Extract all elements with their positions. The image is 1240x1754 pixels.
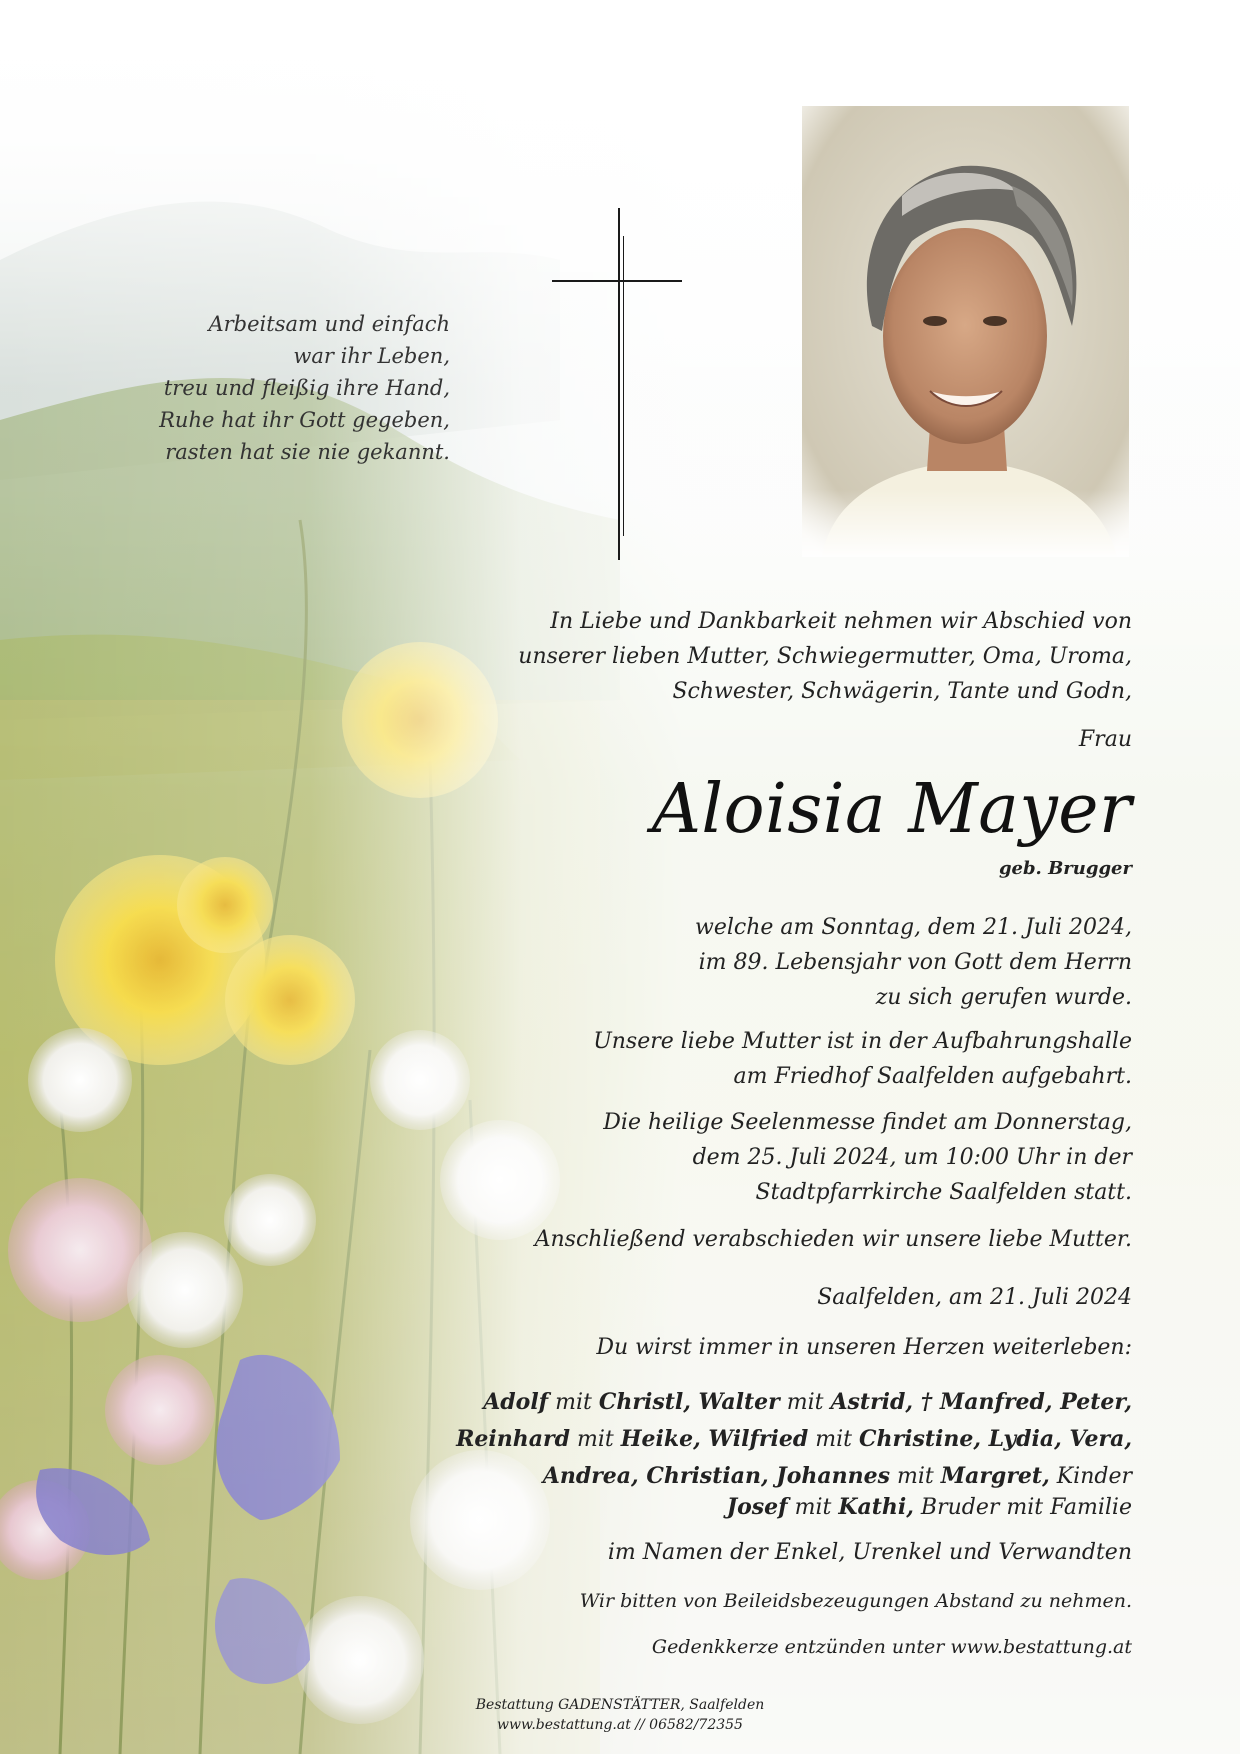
- family-names: Christine, Lydia, Vera,: [858, 1426, 1132, 1452]
- family-connector: mit: [890, 1464, 941, 1489]
- family-names: Andrea, Christian, Johannes: [542, 1463, 890, 1489]
- mass-line: dem 25. Juli 2024, um 10:00 Uhr in der: [692, 1145, 1132, 1170]
- family-connector: mit: [808, 1427, 859, 1452]
- cross-vertical-bar: [618, 208, 620, 560]
- family-role: Kinder: [1049, 1464, 1132, 1489]
- poem-line: treu und fleißig ihre Hand,: [163, 376, 450, 400]
- cross-horizontal-bar: [552, 280, 682, 282]
- intro-line: Schwester, Schwägerin, Tante und Godn,: [672, 679, 1132, 704]
- maiden-name: geb. Brugger: [998, 858, 1132, 879]
- viewing-line: Unsere liebe Mutter ist in der Aufbahrungshalle: [593, 1029, 1132, 1054]
- family-line: [432, 1384, 1132, 1421]
- portrait-photo: [802, 106, 1129, 557]
- family-names: Kathi,: [838, 1494, 914, 1520]
- intro-line: In Liebe und Dankbarkeit nehmen wir Abschied von: [550, 609, 1132, 634]
- death-notice: [695, 910, 1132, 1015]
- viewing-line: am Friedhof Saalfelden aufgebahrt.: [733, 1064, 1132, 1089]
- family-connector: mit: [779, 1390, 831, 1415]
- poem-line: rasten hat sie nie gekannt.: [165, 440, 450, 464]
- death-line: zu sich gerufen wurde.: [875, 985, 1132, 1010]
- family-names: Christl, Walter: [598, 1389, 780, 1415]
- family-names: Josef: [726, 1494, 788, 1520]
- farewell-notice: Anschließend verabschieden wir unsere liebe Mutter.: [534, 1227, 1132, 1252]
- family-list: [432, 1384, 1132, 1495]
- family-connector: mit: [548, 1390, 599, 1415]
- family-role: Bruder mit Familie: [913, 1495, 1132, 1520]
- salutation: Frau: [1078, 727, 1132, 752]
- poem-line: Arbeitsam und einfach: [208, 312, 450, 336]
- family-names: Reinhard: [456, 1426, 570, 1452]
- death-line: welche am Sonntag, dem 21. Juli 2024,: [694, 915, 1132, 940]
- mass-notice: [603, 1105, 1132, 1210]
- family-names: Margret,: [940, 1463, 1050, 1489]
- intro-line: unserer lieben Mutter, Schwiegermutter, Oma, Uroma,: [518, 644, 1132, 669]
- family-names: Adolf: [483, 1389, 549, 1415]
- poem-line: Ruhe hat ihr Gott gegeben,: [159, 408, 450, 432]
- family-connector: mit: [787, 1495, 839, 1520]
- death-line: im 89. Lebensjahr von Gott dem Herrn: [698, 950, 1132, 975]
- condolence-request: Wir bitten von Beileidsbezeugungen Abstand zu nehmen.: [579, 1590, 1132, 1612]
- sibling-line: [727, 1494, 1132, 1520]
- family-connector: mit: [569, 1427, 621, 1452]
- intro-text: [492, 604, 1132, 709]
- footer-contact: www.bestattung.at // 06582/72355: [497, 1717, 743, 1733]
- cross-icon: [552, 208, 682, 560]
- family-line: [432, 1421, 1132, 1458]
- poem-line: war ihr Leben,: [293, 344, 450, 368]
- family-line: [432, 1458, 1132, 1495]
- family-names: Astrid, † Manfred, Peter,: [830, 1389, 1132, 1415]
- funeral-home-footer: [0, 1695, 1240, 1735]
- place-date: Saalfelden, am 21. Juli 2024: [817, 1285, 1132, 1310]
- mass-line: Stadtpfarrkirche Saalfelden statt.: [755, 1180, 1132, 1205]
- viewing-notice: [593, 1024, 1132, 1094]
- mass-line: Die heilige Seelenmesse findet am Donnerstag,: [603, 1110, 1132, 1135]
- memorial-candle-note: Gedenkkerze entzünden unter www.bestattung.at: [651, 1636, 1132, 1658]
- memorial-poem: [150, 308, 450, 468]
- family-names: Heike, Wilfried: [620, 1426, 809, 1452]
- deceased-name: Aloisia Mayer: [651, 770, 1132, 849]
- relatives-line: im Namen der Enkel, Urenkel und Verwandten: [607, 1540, 1132, 1565]
- footer-company: Bestattung GADENSTÄTTER, Saalfelden: [475, 1697, 765, 1713]
- remembrance-line: Du wirst immer in unseren Herzen weiterleben:: [596, 1335, 1132, 1360]
